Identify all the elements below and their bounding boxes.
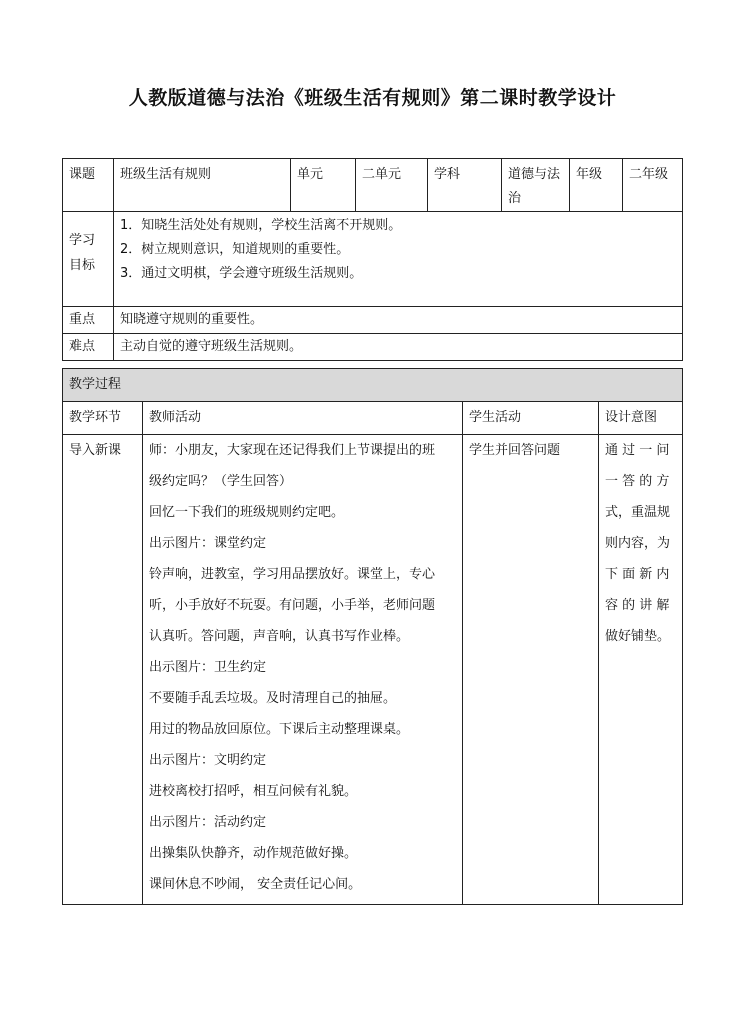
key-value: 知晓遵守规则的重要性。 — [114, 307, 683, 334]
info-table — [62, 158, 683, 361]
key-label: 重点 — [63, 307, 114, 334]
nianji-value: 二年级 — [623, 159, 683, 212]
teacher-line: 师：小朋友，大家现在还记得我们上节课提出的班 — [149, 443, 436, 458]
difficult-label: 难点 — [63, 334, 114, 361]
goals-label — [63, 212, 114, 307]
page-title: 人教版道德与法治《班级生活有规则》第二课时教学设计 — [128, 87, 617, 109]
intent-line: 做好铺垫。 — [605, 629, 671, 644]
intent-line: 式，重温规 — [605, 505, 671, 520]
info-row-meta — [63, 159, 683, 212]
goal-item: 2．树立规则意识，知道规则的重要性。 — [120, 242, 350, 257]
xueke-value — [502, 159, 570, 212]
teacher-activity — [143, 435, 463, 905]
info-row-key — [63, 307, 683, 334]
info-row-goals — [63, 212, 683, 307]
keti-value: 班级生活有规则 — [114, 159, 291, 212]
danyuan-label: 单元 — [291, 159, 356, 212]
teacher-line: 认真听。答问题，声音响，认真书写作业棒。 — [149, 629, 410, 644]
header-teacher: 教师活动 — [143, 402, 463, 435]
header-student: 学生活动 — [463, 402, 599, 435]
intent-line: 下 面 新 内 — [605, 567, 670, 582]
teacher-line: 级约定吗？（学生回答） — [149, 474, 293, 489]
info-row-difficult — [63, 334, 683, 361]
teacher-line: 铃声响，进教室，学习用品摆放好。课堂上，专心 — [149, 567, 436, 582]
stage-cell: 导入新课 — [63, 435, 143, 905]
teacher-line: 出操集队快静齐，动作规范做好操。 — [149, 846, 358, 861]
danyuan-value: 二单元 — [356, 159, 428, 212]
difficult-value: 主动自觉的遵守班级生活规则。 — [114, 334, 683, 361]
goals-label-line2: 目标 — [69, 258, 96, 273]
teacher-line: 用过的物品放回原位。下课后主动整理课桌。 — [149, 722, 410, 737]
teacher-line: 出示图片：文明约定 — [149, 753, 267, 768]
teacher-line: 不要随手乱丢垃圾。及时清理自己的抽屉。 — [149, 691, 397, 706]
xueke-value-line1: 道德与法 — [508, 167, 561, 182]
xueke-value-line2: 治 — [508, 191, 522, 206]
process-title-row — [63, 369, 683, 402]
teacher-line: 课间休息不吵闹， 安全责任记心间。 — [149, 877, 362, 892]
intent-line: 通 过 一 问 — [605, 443, 670, 458]
intent-line: 容 的 讲 解 — [605, 598, 670, 613]
goals-label-line1: 学习 — [69, 233, 96, 248]
teacher-line: 进校离校打招呼，相互问候有礼貌。 — [149, 784, 358, 799]
header-stage: 教学环节 — [63, 402, 143, 435]
goals-list — [114, 212, 683, 307]
xueke-label: 学科 — [428, 159, 502, 212]
process-section-title: 教学过程 — [63, 369, 683, 402]
teacher-line: 出示图片：课堂约定 — [149, 536, 267, 551]
process-row — [63, 435, 683, 905]
teacher-line: 出示图片：卫生约定 — [149, 660, 267, 675]
goal-item: 1．知晓生活处处有规则，学校生活离不开规则。 — [120, 218, 402, 233]
nianji-label: 年级 — [570, 159, 623, 212]
teacher-line: 回忆一下我们的班级规则约定吧。 — [149, 505, 345, 520]
process-header-row — [63, 402, 683, 435]
goal-item: 3．通过文明棋，学会遵守班级生活规则。 — [120, 266, 363, 281]
keti-label: 课题 — [63, 159, 114, 212]
design-intent — [599, 435, 683, 905]
intent-line: 一 答 的 方 — [605, 474, 670, 489]
intent-line: 则内容，为 — [605, 536, 671, 551]
process-table — [62, 368, 683, 905]
teacher-line: 听，小手放好不玩耍。有问题，小手举，老师问题 — [149, 598, 436, 613]
teacher-line: 出示图片：活动约定 — [149, 815, 267, 830]
header-intent: 设计意图 — [599, 402, 683, 435]
student-activity: 学生并回答问题 — [463, 435, 599, 905]
